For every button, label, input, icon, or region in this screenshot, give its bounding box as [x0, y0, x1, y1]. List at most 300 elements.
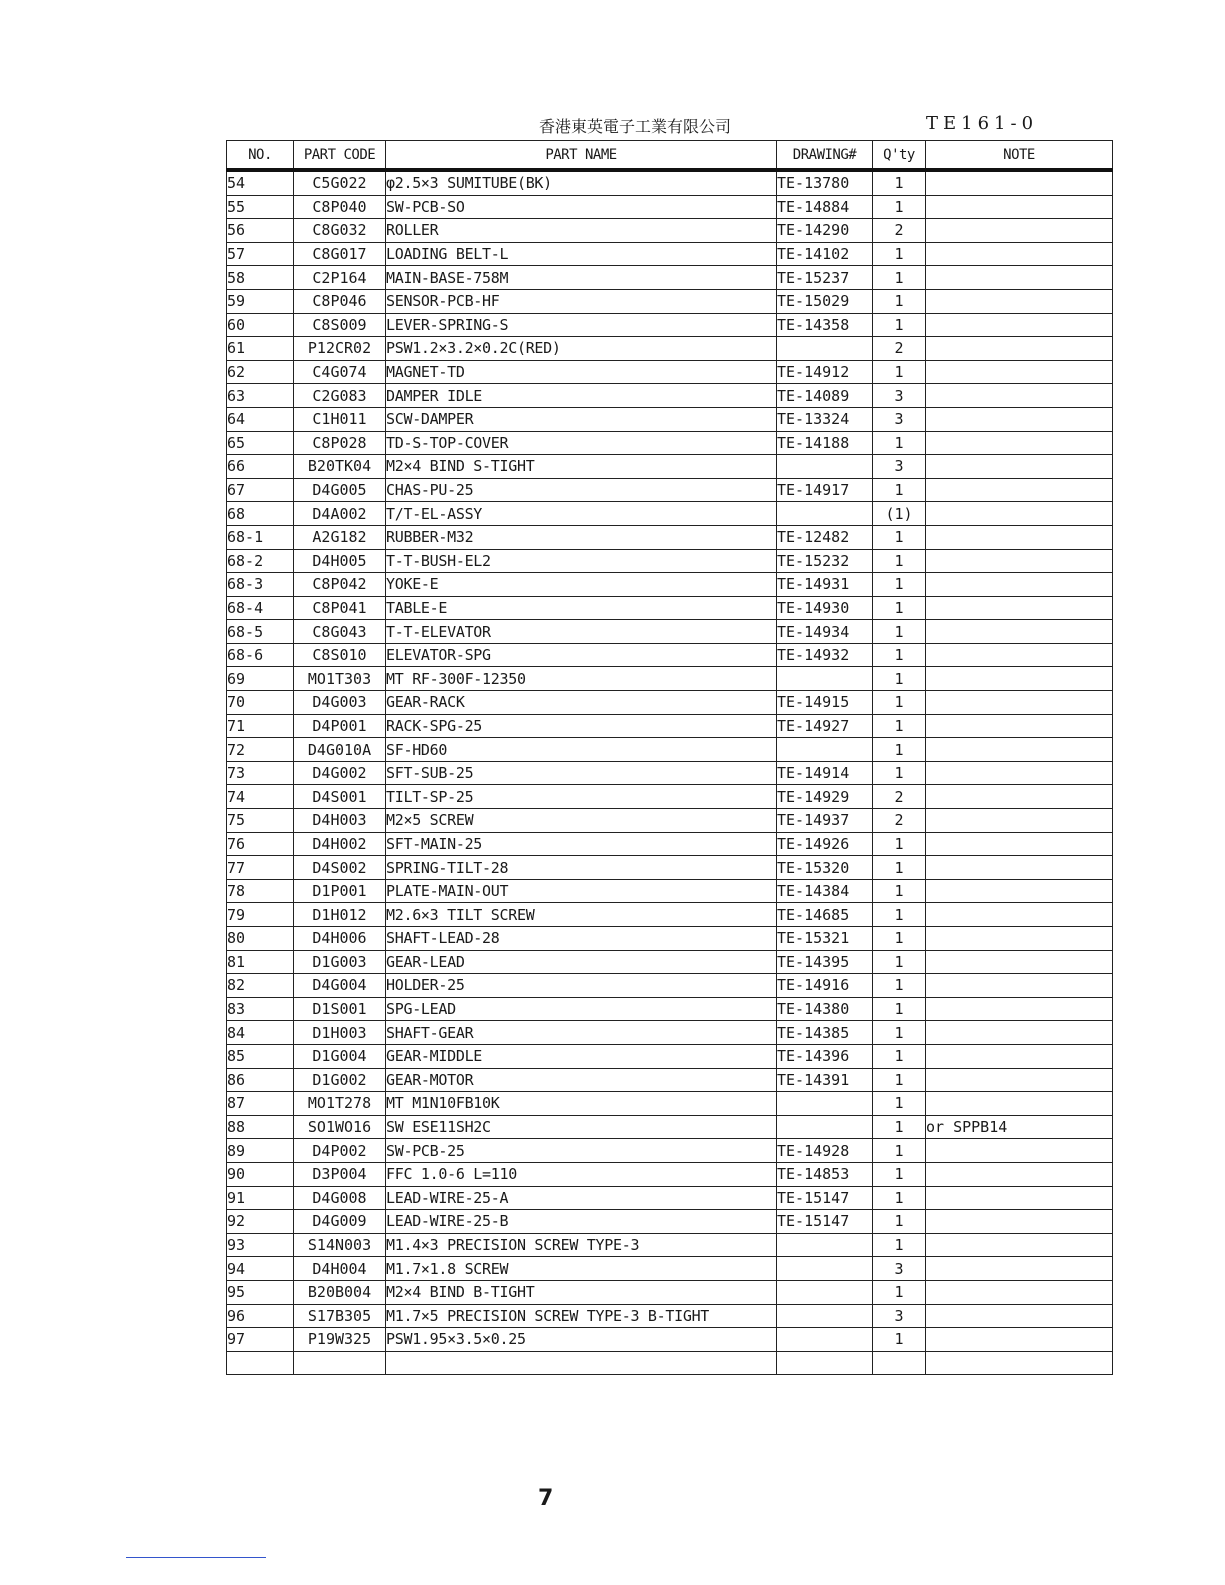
cell-qty: 1 — [873, 549, 926, 573]
table-header-row — [227, 141, 1113, 171]
cell-drawing: TE-14916 — [777, 974, 873, 998]
document-id: TE161-0 — [926, 113, 1039, 134]
cell-qty: 1 — [873, 667, 926, 691]
cell-no: 63 — [227, 384, 294, 408]
table-row — [227, 691, 1113, 715]
cell-drawing: TE-15237 — [777, 266, 873, 290]
cell-part-name: T-T-BUSH-EL2 — [386, 549, 777, 573]
cell-note — [926, 950, 1113, 974]
cell-no: 59 — [227, 289, 294, 313]
cell-note — [926, 691, 1113, 715]
cell-qty: 1 — [873, 525, 926, 549]
cell-note — [926, 170, 1113, 195]
cell-part-name: TABLE-E — [386, 596, 777, 620]
cell-part-code: D4H004 — [294, 1257, 386, 1281]
cell-qty: 1 — [873, 691, 926, 715]
cell-qty: 1 — [873, 927, 926, 951]
cell-note — [926, 337, 1113, 361]
cell-part-code: MO1T278 — [294, 1092, 386, 1116]
cell-qty: 1 — [873, 573, 926, 597]
cell-drawing: TE-14290 — [777, 219, 873, 243]
table-row — [227, 384, 1113, 408]
cell-part-code: P12CR02 — [294, 337, 386, 361]
cell-drawing: TE-13324 — [777, 407, 873, 431]
cell-part-code: C8P041 — [294, 596, 386, 620]
cell-drawing — [777, 1328, 873, 1352]
cell-no: 97 — [227, 1328, 294, 1352]
cell-drawing: TE-14926 — [777, 832, 873, 856]
cell-note — [926, 761, 1113, 785]
cell-drawing: TE-14914 — [777, 761, 873, 785]
cell-qty: 1 — [873, 997, 926, 1021]
cell-qty: 1 — [873, 1092, 926, 1116]
cell-no: 86 — [227, 1068, 294, 1092]
cell-drawing: TE-14929 — [777, 785, 873, 809]
cell-no: 69 — [227, 667, 294, 691]
cell-note — [926, 1068, 1113, 1092]
cell-part-name: PLATE-MAIN-OUT — [386, 879, 777, 903]
table-row — [227, 1304, 1113, 1328]
cell-note — [926, 360, 1113, 384]
cell-part-code: D1S001 — [294, 997, 386, 1021]
cell-note — [926, 266, 1113, 290]
column-header-no: NO. — [227, 141, 294, 171]
cell-note — [926, 1139, 1113, 1163]
cell-no: 73 — [227, 761, 294, 785]
cell-no: 68-4 — [227, 596, 294, 620]
table-row — [227, 879, 1113, 903]
cell-qty: 1 — [873, 1280, 926, 1304]
cell-note — [926, 242, 1113, 266]
cell-part-code: D4G005 — [294, 478, 386, 502]
cell-part-code: D1P001 — [294, 879, 386, 903]
table-body — [227, 170, 1113, 1375]
cell-part-code: S17B305 — [294, 1304, 386, 1328]
cell-no: 92 — [227, 1210, 294, 1234]
cell-part-name: FFC 1.0-6 L=110 — [386, 1162, 777, 1186]
cell-note — [926, 832, 1113, 856]
cell-note — [926, 195, 1113, 219]
cell-qty: 1 — [873, 974, 926, 998]
cell-part-name: SENSOR-PCB-HF — [386, 289, 777, 313]
cell-no: 79 — [227, 903, 294, 927]
cell-part-name: M1.4×3 PRECISION SCREW TYPE-3 — [386, 1233, 777, 1257]
cell-part-name: SF-HD60 — [386, 738, 777, 762]
table-row — [227, 856, 1113, 880]
cell-part-name: MAIN-BASE-758M — [386, 266, 777, 290]
cell-qty: 1 — [873, 313, 926, 337]
table-row — [227, 1044, 1113, 1068]
cell-part-code — [294, 1351, 386, 1375]
cell-note — [926, 785, 1113, 809]
cell-no: 71 — [227, 714, 294, 738]
cell-note — [926, 384, 1113, 408]
cell-note — [926, 809, 1113, 833]
cell-no: 56 — [227, 219, 294, 243]
cell-part-code: D4H003 — [294, 809, 386, 833]
cell-no: 77 — [227, 856, 294, 880]
table-row — [227, 573, 1113, 597]
cell-drawing: TE-14912 — [777, 360, 873, 384]
cell-qty: 1 — [873, 1162, 926, 1186]
cell-qty: 1 — [873, 289, 926, 313]
cell-part-name: GEAR-MIDDLE — [386, 1044, 777, 1068]
table-row — [227, 1021, 1113, 1045]
cell-no: 68-3 — [227, 573, 294, 597]
cell-qty: 1 — [873, 478, 926, 502]
cell-note — [926, 1351, 1113, 1375]
cell-note — [926, 478, 1113, 502]
cell-part-name: RACK-SPG-25 — [386, 714, 777, 738]
cell-part-code: D4G004 — [294, 974, 386, 998]
cell-no: 83 — [227, 997, 294, 1021]
cell-part-name: PSW1.95×3.5×0.25 — [386, 1328, 777, 1352]
cell-no: 64 — [227, 407, 294, 431]
cell-qty: 1 — [873, 856, 926, 880]
cell-part-code: D4H006 — [294, 927, 386, 951]
table-row — [227, 195, 1113, 219]
cell-part-name: T/T-EL-ASSY — [386, 502, 777, 526]
cell-drawing: TE-14934 — [777, 620, 873, 644]
table-row — [227, 360, 1113, 384]
cell-part-name: GEAR-MOTOR — [386, 1068, 777, 1092]
cell-part-name: SPG-LEAD — [386, 997, 777, 1021]
cell-part-code: D4G010A — [294, 738, 386, 762]
cell-no: 89 — [227, 1139, 294, 1163]
cell-qty: 1 — [873, 643, 926, 667]
cell-no: 78 — [227, 879, 294, 903]
table-row — [227, 1092, 1113, 1116]
cell-no: 94 — [227, 1257, 294, 1281]
cell-part-code: D1H003 — [294, 1021, 386, 1045]
cell-note — [926, 289, 1113, 313]
cell-drawing: TE-15147 — [777, 1210, 873, 1234]
cell-part-name: PSW1.2×3.2×0.2C(RED) — [386, 337, 777, 361]
cell-part-name: ROLLER — [386, 219, 777, 243]
cell-part-code: C8P042 — [294, 573, 386, 597]
cell-part-name: SW ESE11SH2C — [386, 1115, 777, 1139]
cell-part-code: C8G043 — [294, 620, 386, 644]
cell-drawing: TE-15320 — [777, 856, 873, 880]
cell-part-name — [386, 1351, 777, 1375]
cell-qty: 1 — [873, 1115, 926, 1139]
cell-qty: 1 — [873, 266, 926, 290]
table-row — [227, 714, 1113, 738]
table-row — [227, 1162, 1113, 1186]
cell-note — [926, 927, 1113, 951]
cell-part-code: S14N003 — [294, 1233, 386, 1257]
cell-part-code: D4G008 — [294, 1186, 386, 1210]
cell-qty: 1 — [873, 950, 926, 974]
cell-part-name: TILT-SP-25 — [386, 785, 777, 809]
cell-part-name: LEAD-WIRE-25-A — [386, 1186, 777, 1210]
cell-qty: 1 — [873, 903, 926, 927]
cell-drawing: TE-15321 — [777, 927, 873, 951]
cell-no: 85 — [227, 1044, 294, 1068]
table-row — [227, 337, 1113, 361]
cell-no: 95 — [227, 1280, 294, 1304]
cell-part-code: C8S009 — [294, 313, 386, 337]
cell-no: 68-2 — [227, 549, 294, 573]
cell-part-name: LEAD-WIRE-25-B — [386, 1210, 777, 1234]
cell-note — [926, 1092, 1113, 1116]
cell-part-name: SPRING-TILT-28 — [386, 856, 777, 880]
cell-note — [926, 997, 1113, 1021]
table-row — [227, 1328, 1113, 1352]
cell-note — [926, 879, 1113, 903]
cell-no: 65 — [227, 431, 294, 455]
cell-no: 82 — [227, 974, 294, 998]
cell-part-code: SO1WO16 — [294, 1115, 386, 1139]
cell-note — [926, 1280, 1113, 1304]
cell-part-name: M2×5 SCREW — [386, 809, 777, 833]
cell-qty: 1 — [873, 242, 926, 266]
cell-qty: 3 — [873, 384, 926, 408]
cell-no: 60 — [227, 313, 294, 337]
cell-part-name: SW-PCB-SO — [386, 195, 777, 219]
cell-part-code: C5G022 — [294, 170, 386, 195]
cell-part-code: D4S001 — [294, 785, 386, 809]
table-row — [227, 1186, 1113, 1210]
cell-note — [926, 667, 1113, 691]
cell-note — [926, 1304, 1113, 1328]
table-row — [227, 170, 1113, 195]
cell-part-code: B20B004 — [294, 1280, 386, 1304]
cell-note — [926, 856, 1113, 880]
cell-qty: 1 — [873, 738, 926, 762]
cell-qty — [873, 1351, 926, 1375]
cell-drawing — [777, 667, 873, 691]
cell-note — [926, 502, 1113, 526]
cell-no: 70 — [227, 691, 294, 715]
cell-no — [227, 1351, 294, 1375]
cell-no: 88 — [227, 1115, 294, 1139]
cell-note — [926, 620, 1113, 644]
cell-qty: 3 — [873, 1257, 926, 1281]
cell-no: 74 — [227, 785, 294, 809]
cell-part-name: SHAFT-GEAR — [386, 1021, 777, 1045]
cell-part-code: B20TK04 — [294, 455, 386, 479]
cell-note — [926, 1162, 1113, 1186]
cell-drawing: TE-14089 — [777, 384, 873, 408]
cell-note — [926, 1021, 1113, 1045]
table-row — [227, 997, 1113, 1021]
cell-qty: 1 — [873, 195, 926, 219]
cell-drawing — [777, 502, 873, 526]
cell-part-name: SCW-DAMPER — [386, 407, 777, 431]
page-number: 7 — [538, 1486, 554, 1511]
table-row — [227, 950, 1113, 974]
cell-no: 90 — [227, 1162, 294, 1186]
company-name: 香港東英電子工業有限公司 — [539, 117, 732, 136]
table-row — [227, 525, 1113, 549]
cell-note — [926, 573, 1113, 597]
cell-part-code: C8S010 — [294, 643, 386, 667]
cell-no: 58 — [227, 266, 294, 290]
cell-no: 87 — [227, 1092, 294, 1116]
cell-part-code: C8G032 — [294, 219, 386, 243]
cell-part-name: YOKE-E — [386, 573, 777, 597]
cell-part-name: M2×4 BIND S-TIGHT — [386, 455, 777, 479]
table-row — [227, 242, 1113, 266]
cell-drawing: TE-12482 — [777, 525, 873, 549]
cell-part-code: D1H012 — [294, 903, 386, 927]
cell-part-code: MO1T303 — [294, 667, 386, 691]
cell-part-code: D4P002 — [294, 1139, 386, 1163]
column-header-note: NOTE — [926, 141, 1113, 171]
table-row — [227, 549, 1113, 573]
table-row — [227, 620, 1113, 644]
cell-qty: 1 — [873, 1233, 926, 1257]
cell-no: 72 — [227, 738, 294, 762]
table-row — [227, 832, 1113, 856]
cell-part-name: MT RF-300F-12350 — [386, 667, 777, 691]
cell-qty: 1 — [873, 879, 926, 903]
cell-no: 75 — [227, 809, 294, 833]
table-row — [227, 1257, 1113, 1281]
cell-part-name: M1.7×5 PRECISION SCREW TYPE-3 B-TIGHT — [386, 1304, 777, 1328]
cell-qty: 1 — [873, 1044, 926, 1068]
cell-drawing: TE-14930 — [777, 596, 873, 620]
cell-note — [926, 1328, 1113, 1352]
cell-drawing: TE-14927 — [777, 714, 873, 738]
cell-note — [926, 525, 1113, 549]
parts-table — [226, 140, 1113, 1375]
table-row — [227, 785, 1113, 809]
cell-qty: 1 — [873, 1328, 926, 1352]
table-row — [227, 1351, 1113, 1375]
cell-part-name: M2×4 BIND B-TIGHT — [386, 1280, 777, 1304]
cell-drawing: TE-14380 — [777, 997, 873, 1021]
cell-no: 57 — [227, 242, 294, 266]
cell-part-code: A2G182 — [294, 525, 386, 549]
cell-qty: 1 — [873, 620, 926, 644]
cell-part-code: D4P001 — [294, 714, 386, 738]
cell-drawing: TE-15232 — [777, 549, 873, 573]
cell-qty: (1) — [873, 502, 926, 526]
cell-no: 76 — [227, 832, 294, 856]
cell-drawing — [777, 1280, 873, 1304]
table-row — [227, 903, 1113, 927]
table-row — [227, 1139, 1113, 1163]
table-row — [227, 266, 1113, 290]
cell-drawing — [777, 455, 873, 479]
cell-drawing: TE-15147 — [777, 1186, 873, 1210]
cell-drawing: TE-14932 — [777, 643, 873, 667]
cell-part-code: D4H002 — [294, 832, 386, 856]
cell-qty: 1 — [873, 170, 926, 195]
cell-qty: 3 — [873, 455, 926, 479]
cell-part-code: C8P046 — [294, 289, 386, 313]
cell-qty: 1 — [873, 360, 926, 384]
cell-part-name: GEAR-LEAD — [386, 950, 777, 974]
cell-note — [926, 1044, 1113, 1068]
cell-no: 68-5 — [227, 620, 294, 644]
table-row — [227, 502, 1113, 526]
cell-part-name: GEAR-RACK — [386, 691, 777, 715]
cell-note — [926, 549, 1113, 573]
table-row — [227, 1115, 1113, 1139]
cell-no: 80 — [227, 927, 294, 951]
cell-drawing: TE-14384 — [777, 879, 873, 903]
cell-no: 66 — [227, 455, 294, 479]
cell-note — [926, 455, 1113, 479]
cell-drawing: TE-14188 — [777, 431, 873, 455]
cell-part-name: TD-S-TOP-COVER — [386, 431, 777, 455]
cell-part-name: LOADING BELT-L — [386, 242, 777, 266]
cell-no: 68-1 — [227, 525, 294, 549]
cell-part-code: C8P040 — [294, 195, 386, 219]
cell-part-code: D1G002 — [294, 1068, 386, 1092]
cell-part-name: RUBBER-M32 — [386, 525, 777, 549]
cell-part-name: HOLDER-25 — [386, 974, 777, 998]
cell-part-name: MT M1N10FB10K — [386, 1092, 777, 1116]
cell-part-code: D4G002 — [294, 761, 386, 785]
cell-note — [926, 1186, 1113, 1210]
cell-no: 55 — [227, 195, 294, 219]
cell-drawing: TE-14102 — [777, 242, 873, 266]
cell-drawing: TE-14391 — [777, 1068, 873, 1092]
table-row — [227, 478, 1113, 502]
cell-part-code: D1G003 — [294, 950, 386, 974]
table-row — [227, 289, 1113, 313]
cell-part-code: C4G074 — [294, 360, 386, 384]
cell-part-name: LEVER-SPRING-S — [386, 313, 777, 337]
cell-note — [926, 1233, 1113, 1257]
cell-part-name: M2.6×3 TILT SCREW — [386, 903, 777, 927]
cell-note — [926, 596, 1113, 620]
column-header-qty: Q'ty — [873, 141, 926, 171]
cell-part-name: DAMPER IDLE — [386, 384, 777, 408]
cell-qty: 3 — [873, 1304, 926, 1328]
cell-drawing: TE-14915 — [777, 691, 873, 715]
cell-note: or SPPB14 — [926, 1115, 1113, 1139]
table-row — [227, 1068, 1113, 1092]
cell-qty: 1 — [873, 431, 926, 455]
column-header-part-code: PART CODE — [294, 141, 386, 171]
cell-no: 93 — [227, 1233, 294, 1257]
cell-part-code: D3P004 — [294, 1162, 386, 1186]
cell-qty: 1 — [873, 1210, 926, 1234]
cell-drawing: TE-14685 — [777, 903, 873, 927]
cell-part-code: C1H011 — [294, 407, 386, 431]
cell-qty: 2 — [873, 337, 926, 361]
table-row — [227, 596, 1113, 620]
cell-no: 96 — [227, 1304, 294, 1328]
table-row — [227, 974, 1113, 998]
cell-drawing: TE-14884 — [777, 195, 873, 219]
cell-note — [926, 313, 1113, 337]
cell-part-code: P19W325 — [294, 1328, 386, 1352]
cell-drawing: TE-14358 — [777, 313, 873, 337]
cell-qty: 2 — [873, 809, 926, 833]
cell-note — [926, 714, 1113, 738]
cell-part-code: C2P164 — [294, 266, 386, 290]
cell-drawing: TE-14385 — [777, 1021, 873, 1045]
cell-drawing: TE-13780 — [777, 170, 873, 195]
table-row — [227, 927, 1113, 951]
table-row — [227, 313, 1113, 337]
cell-no: 68 — [227, 502, 294, 526]
cell-no: 91 — [227, 1186, 294, 1210]
cell-drawing: TE-14396 — [777, 1044, 873, 1068]
cell-no: 84 — [227, 1021, 294, 1045]
cell-part-code: D4S002 — [294, 856, 386, 880]
cell-drawing: TE-15029 — [777, 289, 873, 313]
cell-drawing — [777, 1092, 873, 1116]
cell-no: 81 — [227, 950, 294, 974]
cell-part-code: D4G009 — [294, 1210, 386, 1234]
